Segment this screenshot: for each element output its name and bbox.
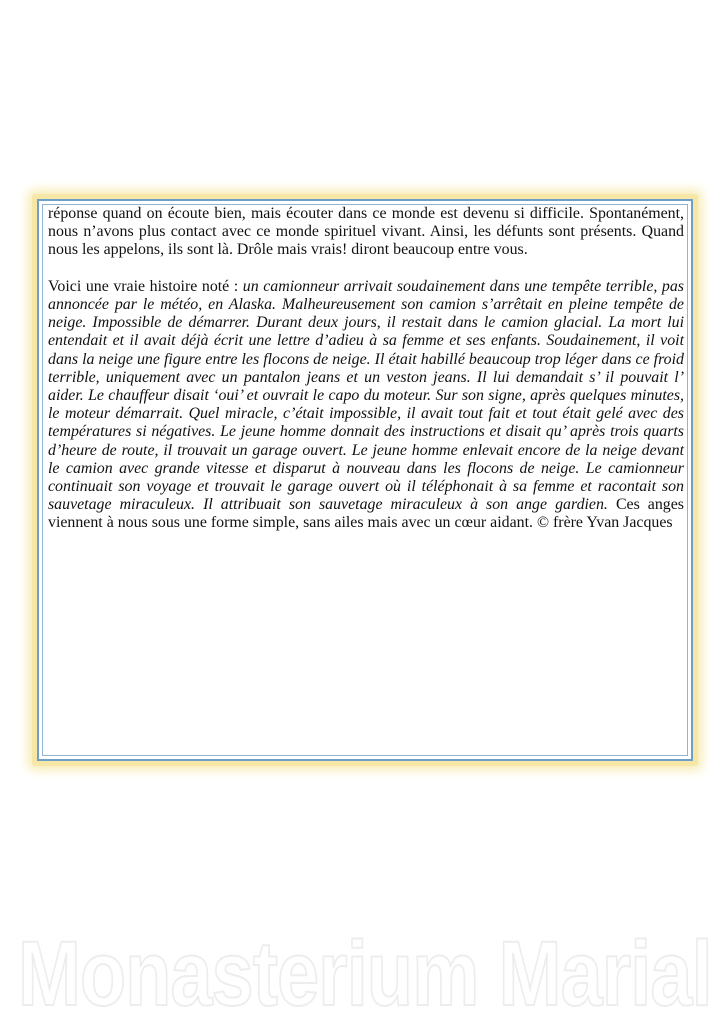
- watermark: Monasterium Marial: [18, 923, 712, 1024]
- paragraph-2-story: un camionneur arrivait soudainement dans une tempête terrible, pas annoncée par le météo, en Alaska. Malheureusement son camion s’arrêtait en pleine tempête de neige. Impossible de démarrer. Durant deux jours, il restait dans le camion glacial. La mort lui entendait et il avait déjà écrit une lettre d’adieu à sa femme et ses enfants. Soudainement, il voit dans la neige une figure entre les flocons de neige. Il était habillé beaucoup trop léger dans ce froid terrible, uniquement avec un pantalon jeans et un veston jeans. Il lui demandait s’ il pouvait l’ aider. Le chauffeur disait ‘oui’ et ouvrait le capo du moteur. Sur son signe, après quelques minutes, le moteur démarrait. Quel miracle, c’était impossible, il avait tout fait et tout était gelé avec des températures si négatives. Le jeune homme donnait des instructions et disait qu’ après trois quarts d’heure de route, il trouvait un garage ouvert. Le jeune homme enlevait encore de la neige devant le camion avec grande vitesse et disparut à nouveau dans les flocons de neige. Le camionneur continuait son voyage et trouvait le garage ouvert où il téléphonait à sa femme et racontait son sauvetage miraculeux. Il attribuait son sauvetage miraculeux à son ange gardien.: [48, 277, 684, 514]
- paragraph-2-intro: Voici une vraie histoire noté :: [48, 277, 243, 295]
- paragraph-1: réponse quand on écoute bien, mais écouter dans ce monde est devenu si difficile. Spontanément, nous n’avons plus contact avec ce monde spirituel vivant. Ainsi, les défunts sont présents. Quand nous les appelons, ils sont là. Drôle mais vrais! diront beaucoup entre vous.: [48, 205, 684, 259]
- paragraph-2-outro: Ces anges viennent à nous sous une forme simple, sans ailes mais avec un cœur aidant. © frère Yvan Jacques: [48, 496, 684, 532]
- paragraph-2: [48, 278, 684, 533]
- document-body: [48, 205, 684, 533]
